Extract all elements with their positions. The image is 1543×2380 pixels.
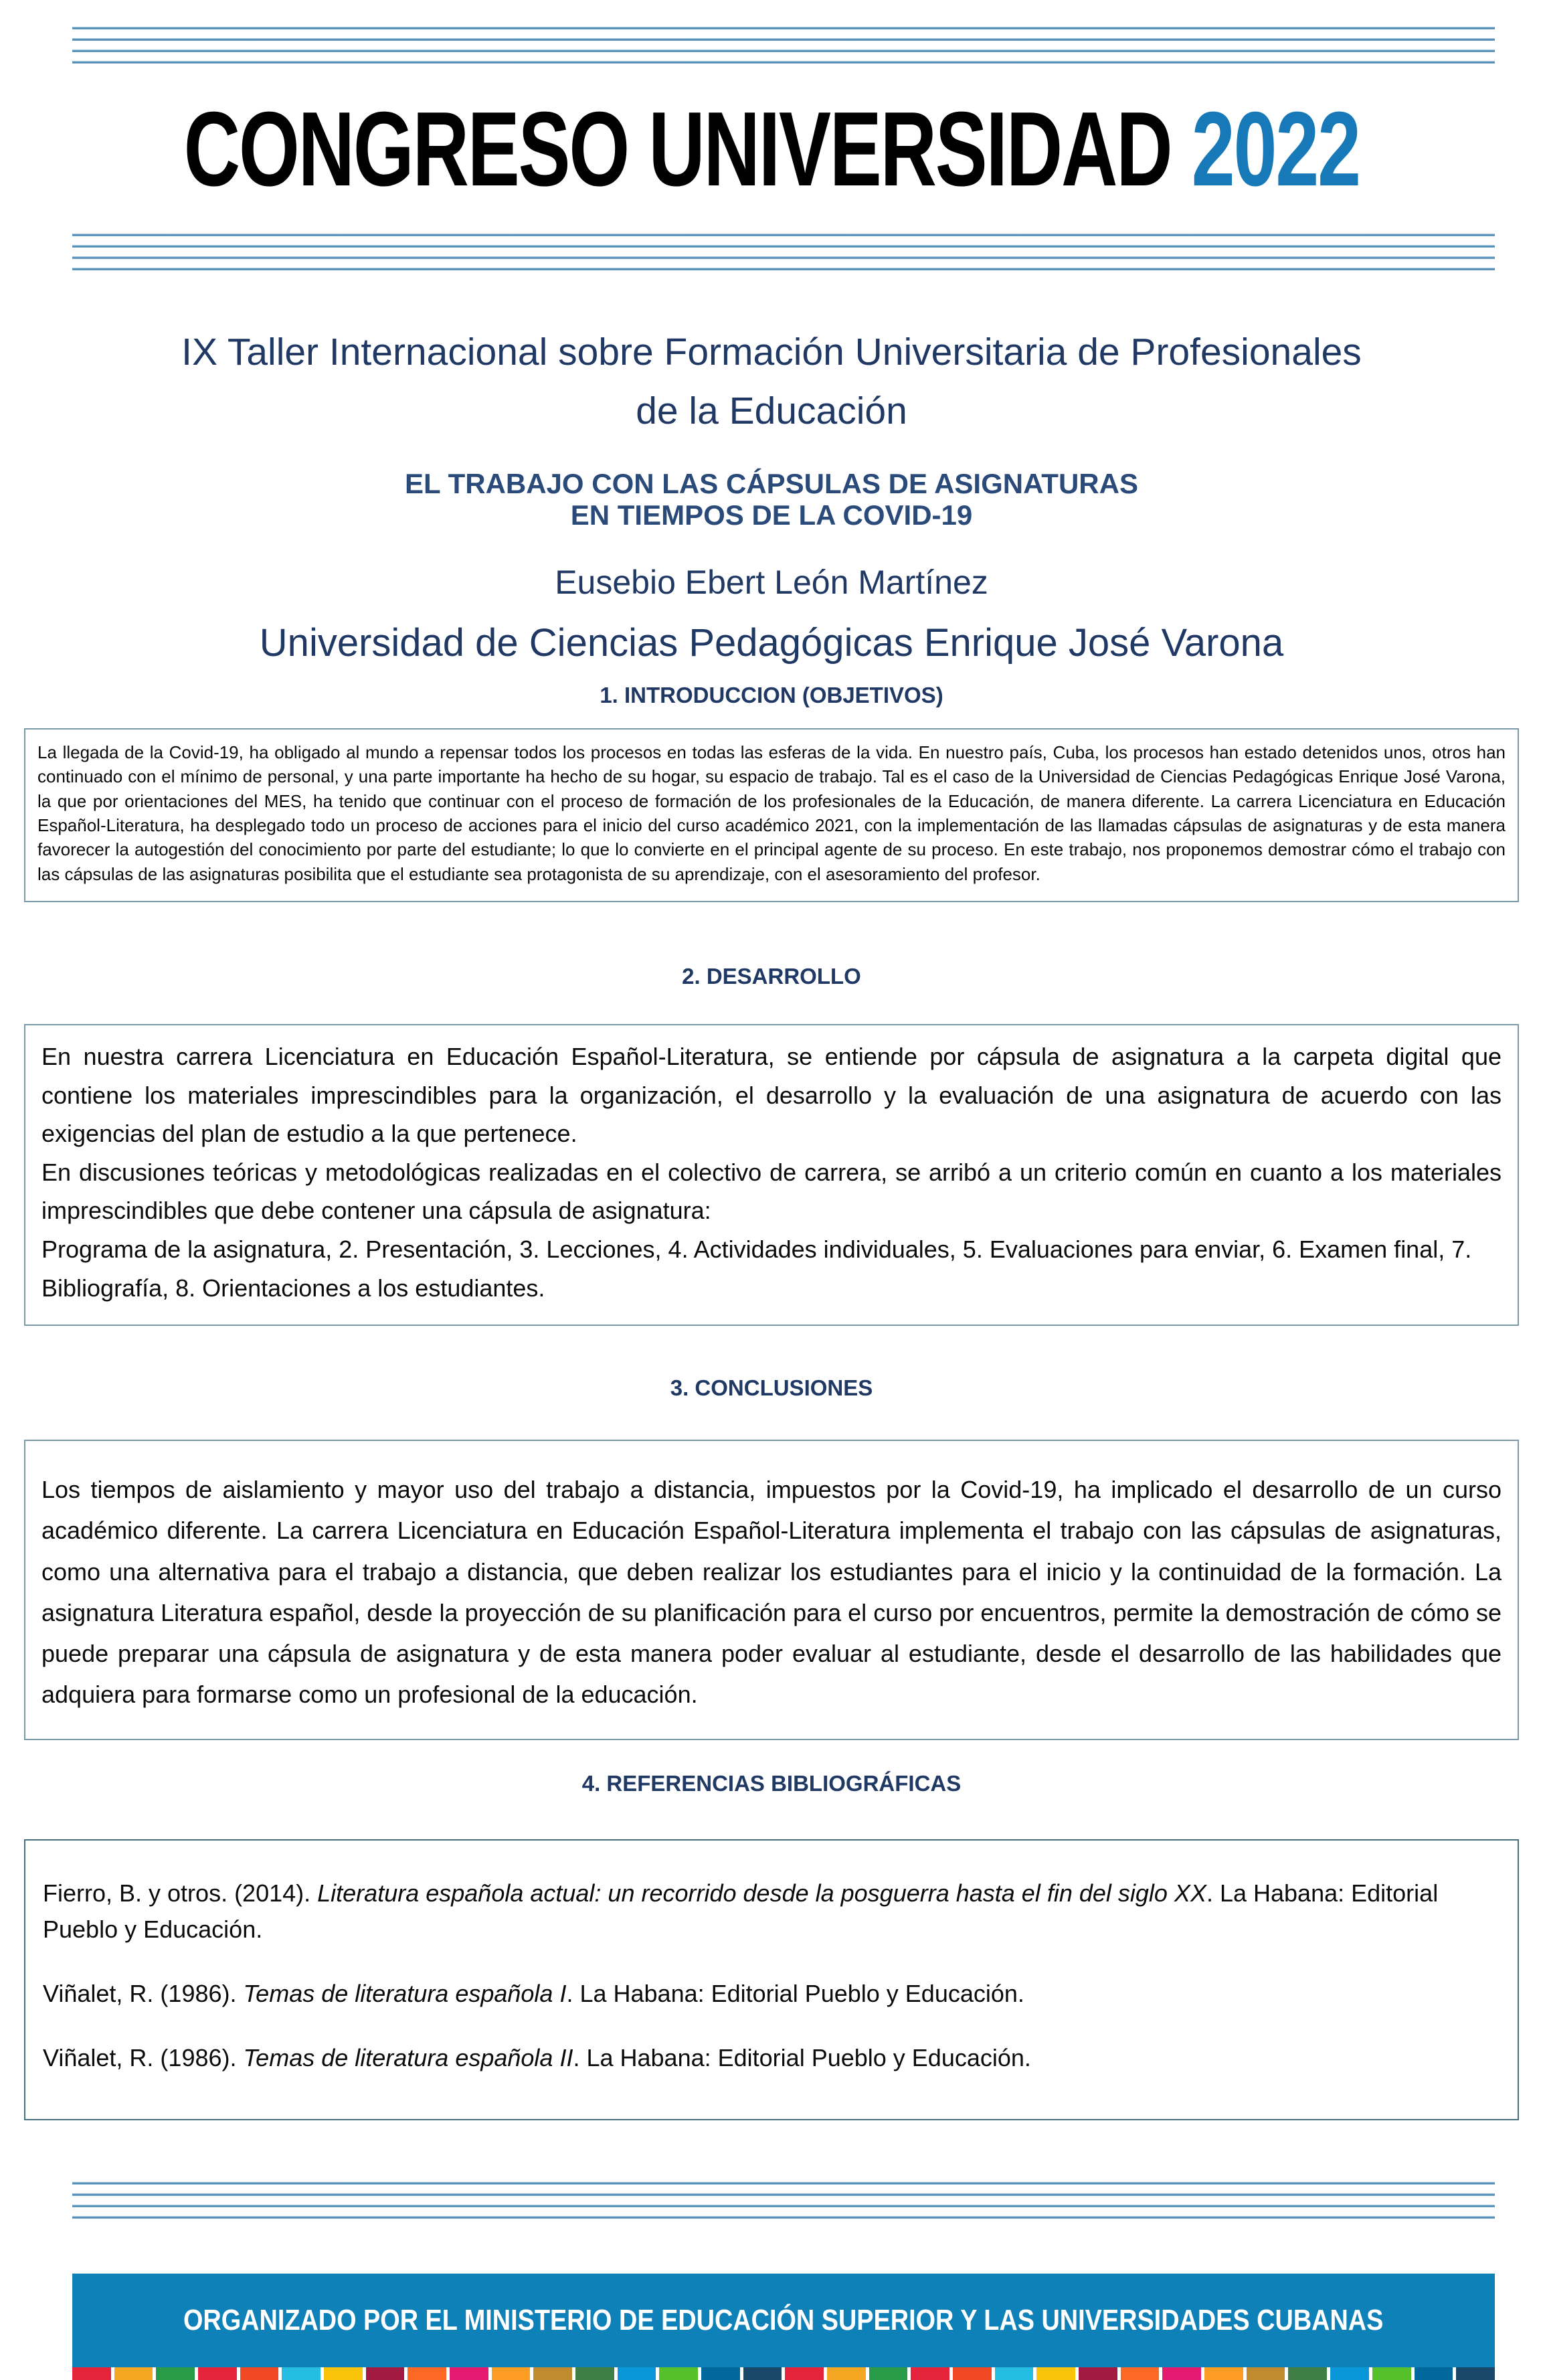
congress-year: 2022 (1191, 90, 1360, 208)
references-box (24, 1839, 1519, 2120)
sdg-color-square (198, 2367, 237, 2380)
decorative-rule (72, 61, 1495, 64)
sdg-color-square (1330, 2367, 1369, 2380)
sdg-color-square (575, 2367, 614, 2380)
decorative-rule (72, 27, 1495, 29)
sdg-color-square (114, 2367, 153, 2380)
university-name: Universidad de Ciencias Pedagógicas Enrique José Varona (259, 620, 1284, 665)
decorative-rule (72, 234, 1495, 236)
sdg-color-square (995, 2367, 1034, 2380)
event-title (0, 323, 1543, 441)
decorative-rule (72, 2205, 1495, 2207)
decorative-rule (72, 245, 1495, 248)
references-heading: 4. REFERENCIAS BIBLIOGRÁFICAS (581, 1771, 962, 1796)
sdg-color-square (492, 2367, 531, 2380)
sdg-color-square (1079, 2367, 1117, 2380)
sdg-color-square (407, 2367, 446, 2380)
sdg-color-square (240, 2367, 279, 2380)
sdg-color-square (450, 2367, 488, 2380)
decorative-rule (72, 2193, 1495, 2196)
sdg-color-square (743, 2367, 782, 2380)
sdg-color-square (1415, 2367, 1453, 2380)
paper-title-line1: EL TRABAJO CON LAS CÁPSULAS DE ASIGNATURAS (405, 467, 1138, 499)
sdg-color-square (1121, 2367, 1160, 2380)
decorative-rules-bottom (72, 2182, 1495, 2219)
decorative-rule (72, 50, 1495, 52)
sdg-color-square (618, 2367, 656, 2380)
decorative-rule (72, 268, 1495, 270)
sdg-color-square (1162, 2367, 1201, 2380)
sdg-color-square (156, 2367, 195, 2380)
introduction-box (24, 728, 1519, 902)
sdg-color-square (785, 2367, 824, 2380)
paper-title (0, 468, 1543, 531)
event-title-line2: de la Educación (636, 390, 907, 433)
sdg-color-square (827, 2367, 866, 2380)
reference-item: Fierro, B. y otros. (2014). Literatura española actual: un recorrido desde la posguerra hasta el fin del siglo XX. La Habana: Editorial Pueblo y Educación. (43, 1879, 1439, 1944)
congress-title: CONGRESO UNIVERSIDAD (183, 90, 1172, 208)
sdg-color-square (953, 2367, 992, 2380)
decorative-rules-mid (72, 234, 1495, 270)
sdg-color-square (366, 2367, 405, 2380)
conclusions-box (24, 1440, 1519, 1740)
sdg-color-strip (72, 2367, 1495, 2380)
sdg-color-square (869, 2367, 908, 2380)
organizer-banner (72, 2274, 1495, 2367)
sdg-color-square (1372, 2367, 1411, 2380)
introduction-text: La llegada de la Covid-19, ha obligado al mundo a repensar todos los procesos en todas las esferas de la vida. En nuestro país, Cuba, los procesos han estado detenidos unos, otros han continuado con el mínimo de personal, y una parte importante ha hecho de su hogar, su espacio de trabajo. Tal es el caso de la Universidad de Ciencias Pedagógicas Enrique José Varona, la que por orientaciones del MES, ha tenido que continuar con el proceso de formación de los profesionales de la Educación, de manera diferente. La carrera Licenciatura en Educación Español-Literatura, ha desplegado todo un proceso de acciones para el inicio del curso académico 2021, con la implementación de las llamadas cápsulas de asignaturas y de esta manera favorecer la autogestión del conocimiento por parte del estudiante; lo que lo convierte en el principal agente de su proceso. En este trabajo, nos proponemos demostrar cómo el trabajo con las cápsulas de las asignaturas posibilita que el estudiante sea protagonista de su aprendizaje, con el asesoramiento del profesor. (37, 742, 1506, 884)
development-paragraph-1: En nuestra carrera Licenciatura en Educación Español-Literatura, se entiende por cápsula de asignatura a la carpeta digital que contiene los materiales imprescindibles para la organización, el desarrollo y la evaluación de una asignatura de acuerdo con las exigencias del plan de estudio a la que pertenece. (41, 1043, 1502, 1148)
paper-title-line2: EN TIEMPOS DE LA COVID-19 (570, 499, 973, 531)
sdg-color-square (533, 2367, 572, 2380)
sdg-color-square (324, 2367, 363, 2380)
decorative-rule (72, 2216, 1495, 2219)
organizer-text: ORGANIZADO POR EL MINISTERIO DE EDUCACIÓN SUPERIOR Y LAS UNIVERSIDADES CUBANAS (183, 2304, 1384, 2337)
development-paragraph-2: En discusiones teóricas y metodológicas realizadas en el colectivo de carrera, se arribó a un criterio común en cuanto a los materiales imprescindibles que debe contener una cápsula de asignatura: (41, 1158, 1502, 1225)
author-name: Eusebio Ebert León Martínez (555, 563, 988, 601)
sdg-color-square (701, 2367, 740, 2380)
sdg-color-square (1288, 2367, 1327, 2380)
decorative-rule (72, 38, 1495, 41)
conclusions-text: Los tiempos de aislamiento y mayor uso del trabajo a distancia, impuestos por la Covid-19, ha implicado el desarrollo de un curso académico diferente. La carrera Licenciatura en Educación Español-Literatura implementa el trabajo con las cápsulas de asignaturas, como una alternativa para el trabajo a distancia, que deben realizar los estudiantes para el inicio y la continuidad de la formación. La asignatura Literatura español, desde la proyección de su planificación para el curso por encuentros, permite la demostración de cómo se puede preparar una cápsula de asignatura y de esta manera poder evaluar al estudiante, desde el desarrollo de las habilidades que adquiera para formarse como un profesional de la educación. (41, 1476, 1502, 1709)
conclusions-heading: 3. CONCLUSIONES (670, 1375, 873, 1401)
development-heading: 2. DESARROLLO (682, 964, 861, 989)
sdg-color-square (911, 2367, 949, 2380)
introduction-heading: 1. INTRODUCCION (OBJETIVOS) (600, 682, 943, 707)
decorative-rule (72, 2182, 1495, 2185)
sdg-color-square (659, 2367, 698, 2380)
sdg-color-square (282, 2367, 321, 2380)
sdg-color-square (72, 2367, 111, 2380)
sdg-color-square (1456, 2367, 1495, 2380)
sdg-color-square (1247, 2367, 1285, 2380)
congress-masthead (0, 89, 1543, 209)
event-title-line1: IX Taller Internacional sobre Formación Universitaria de Profesionales (181, 331, 1362, 373)
decorative-rule (72, 256, 1495, 259)
decorative-rules-top (72, 0, 1495, 64)
congress-masthead-text (183, 89, 1359, 210)
reference-item: Viñalet, R. (1986). Temas de literatura española II. La Habana: Editorial Pueblo y Educación. (43, 2044, 1031, 2072)
sdg-color-square (1036, 2367, 1075, 2380)
development-box (24, 1024, 1519, 1326)
development-paragraph-3: Programa de la asignatura, 2. Presentación, 3. Lecciones, 4. Actividades individuales, 5. Evaluaciones para enviar, 6. Examen final, 7. Bibliografía, 8. Orientaciones a los estudiantes. (41, 1236, 1472, 1302)
reference-item: Viñalet, R. (1986). Temas de literatura española I. La Habana: Editorial Pueblo y Educación. (43, 1980, 1024, 2008)
sdg-color-square (1204, 2367, 1243, 2380)
